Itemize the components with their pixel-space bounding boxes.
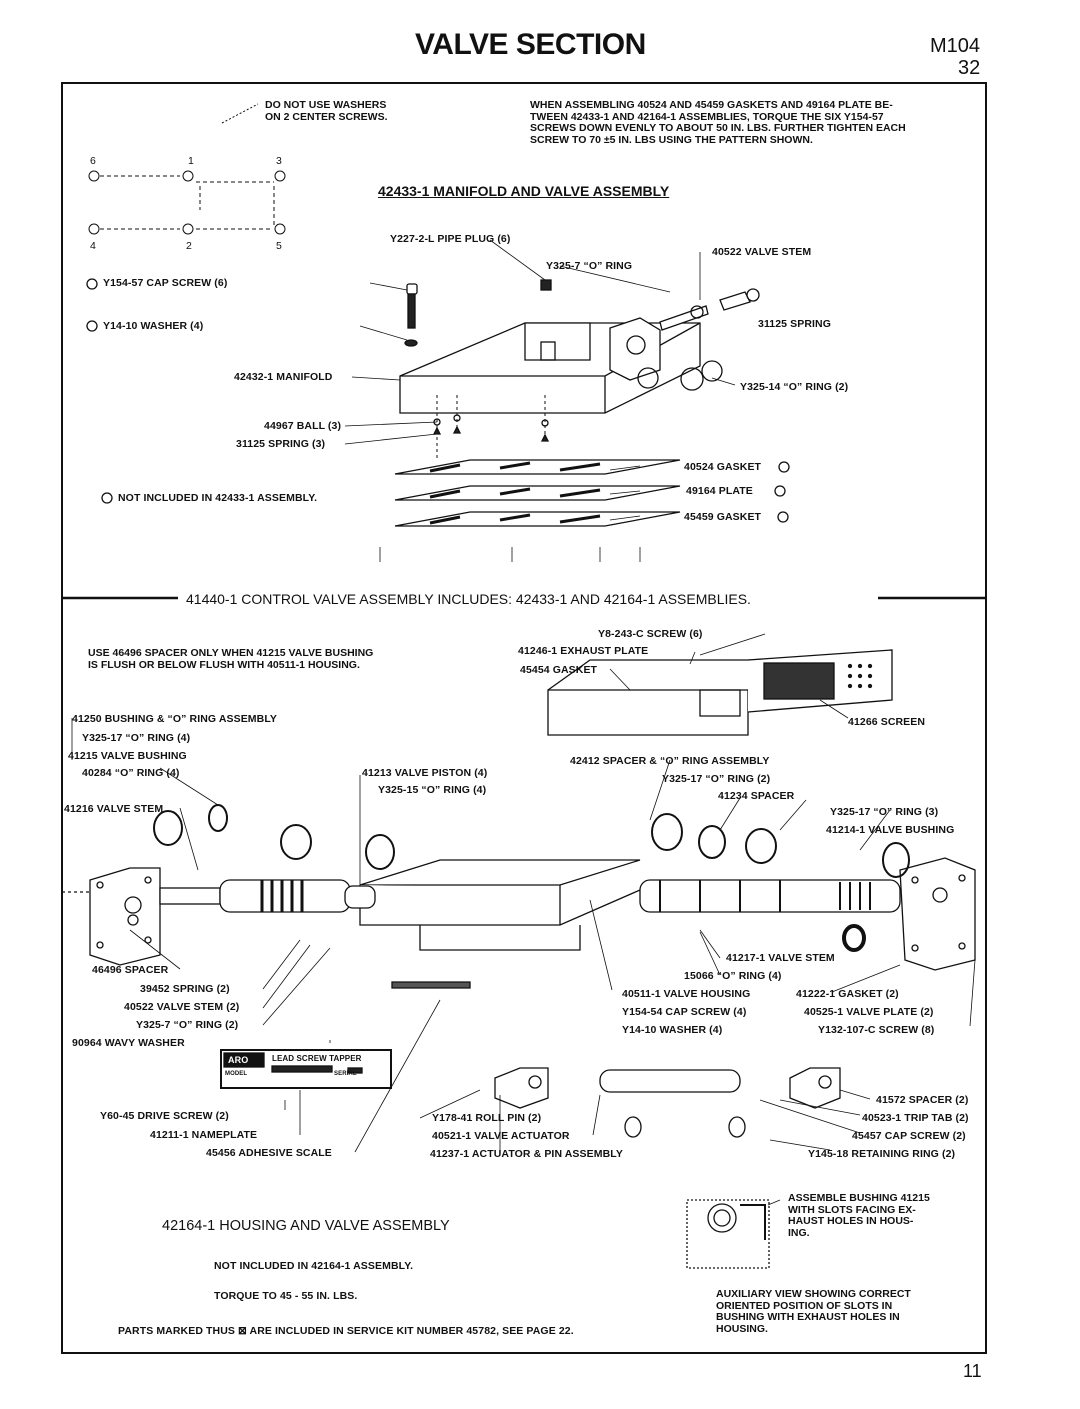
model-code: M104: [930, 35, 981, 57]
nameplate-text: LEAD SCREW TAPPER: [272, 1054, 362, 1063]
label-gasket-40524: 40524 GASKET: [684, 461, 762, 473]
label-spacer-assy: 42412 SPACER & “O” RING ASSEMBLY: [570, 755, 770, 767]
label-o-ring-7: Y325-7 “O” RING: [546, 260, 633, 272]
label-trip-tab: 40523-1 TRIP TAB (2): [862, 1112, 969, 1124]
label-actuator-pin: 41237-1 ACTUATOR & PIN ASSEMBLY: [430, 1148, 623, 1160]
label-adhesive-scale: 45456 ADHESIVE SCALE: [206, 1147, 332, 1159]
label-wavy-washer: 90964 WAVY WASHER: [72, 1037, 185, 1049]
aux-note: ASSEMBLE BUSHING 41215 WITH SLOTS FACING EX- HAUST HOLES IN HOUS- ING.: [788, 1192, 930, 1239]
pipe-plug-part: [541, 280, 551, 290]
label-valve-bushing-41215: 41215 VALVE BUSHING: [68, 750, 187, 762]
label-spacer-46496: 46496 SPACER: [92, 964, 169, 976]
torque-pattern-icon: [89, 104, 285, 234]
label-spring-3: 31125 SPRING (3): [236, 438, 326, 450]
label-ball: 44967 BALL (3): [264, 420, 342, 432]
label-o-ring-y325-17-3: Y325-17 “O” RING (3): [830, 806, 939, 818]
torque-note: WHEN ASSEMBLING 40524 AND 45459 GASKETS AND 49164 PLATE BE- TWEEN 42433-1 AND 42164-1 ASSEMBLIES, TORQUE THE SIX Y154-57 SCREWS DOWN EVENLY TO ABOUT 50 IN. LBS. FURTHER TIGHTEN EACH SCREW TO 70 ±5 IN. LBS USING THE PATTERN SHOWN.: [530, 99, 906, 146]
label-gasket-45454: 45454 GASKET: [520, 664, 598, 676]
label-valve-stem-40522: 40522 VALVE STEM (2): [124, 1001, 240, 1013]
manifold-block: [400, 318, 722, 413]
label-valve-piston: 41213 VALVE PISTON (4): [362, 767, 488, 779]
label-pipe-plug: Y227-2-L PIPE PLUG (6): [390, 233, 511, 245]
spacer-note: USE 46496 SPACER ONLY WHEN 41215 VALVE BUSHING IS FLUSH OR BELOW FLUSH WITH 40511-1 HOUSING.: [88, 647, 374, 671]
manifold-section-title: 42433-1 MANIFOLD AND VALVE ASSEMBLY: [378, 183, 670, 199]
label-screw-y132: Y132-107-C SCREW (8): [818, 1024, 935, 1036]
pattern-num-4: 4: [90, 240, 96, 252]
nameplate-brand: ARO: [228, 1055, 249, 1065]
label-washer-y14-10: Y14-10 WASHER (4): [622, 1024, 723, 1036]
label-exhaust-plate: 41246-1 EXHAUST PLATE: [518, 645, 649, 657]
cap-screw-part: [405, 284, 417, 346]
actuator-assembly: [495, 1068, 840, 1137]
label-valve-housing: 40511-1 VALVE HOUSING: [622, 988, 751, 1000]
label-valve-bushing-41214: 41214-1 VALVE BUSHING: [826, 824, 955, 836]
legend-not-included-housing: NOT INCLUDED IN 42164-1 ASSEMBLY.: [214, 1260, 414, 1272]
label-valve-stem-41216: 41216 VALVE STEM: [64, 803, 164, 815]
label-screen: 41266 SCREEN: [848, 716, 926, 728]
label-o-ring-y325-17-4: Y325-17 “O” RING (4): [82, 732, 191, 744]
label-valve-plate: 40525-1 VALVE PLATE (2): [804, 1006, 934, 1018]
label-drive-screw: Y60-45 DRIVE SCREW (2): [100, 1110, 229, 1122]
exhaust-plate: [548, 650, 892, 735]
adhesive-scale-part: [392, 982, 470, 988]
valve-stem-part: [660, 289, 759, 330]
label-valve-actuator: 40521-1 VALVE ACTUATOR: [432, 1130, 570, 1142]
pattern-num-3: 3: [276, 155, 282, 167]
control-valve-banner: 41440-1 CONTROL VALVE ASSEMBLY INCLUDES: 42433-1 AND 42164-1 ASSEMBLIES.: [186, 591, 751, 607]
label-spacer-41234: 41234 SPACER: [718, 790, 795, 802]
label-o-ring-y325-17-2: Y325-17 “O” RING (2): [662, 773, 771, 785]
aux-view-sketch: [687, 1200, 769, 1268]
housing-section-title: 42164-1 HOUSING AND VALVE ASSEMBLY: [162, 1218, 450, 1234]
label-gasket-41222: 41222-1 GASKET (2): [796, 988, 899, 1000]
label-cap-screw-45457: 45457 CAP SCREW (2): [852, 1130, 966, 1142]
label-spring-right: 31125 SPRING: [758, 318, 831, 330]
label-y8-screw: Y8-243-C SCREW (6): [598, 628, 703, 640]
label-o-ring-15066: 15066 “O” RING (4): [684, 970, 782, 982]
label-roll-pin: Y178-41 ROLL PIN (2): [432, 1112, 542, 1124]
nameplate-serial: SERIAL: [334, 1071, 357, 1077]
nameplate-model: MODEL: [225, 1071, 248, 1077]
pattern-num-1: 1: [188, 155, 194, 167]
label-nameplate: 41211-1 NAMEPLATE: [150, 1129, 258, 1141]
aux-caption: AUXILIARY VIEW SHOWING CORRECT ORIENTED POSITION OF SLOTS IN BUSHING WITH EXHAUST HOLES IN HOUSING.: [716, 1288, 911, 1335]
label-gasket-45459: 45459 GASKET: [684, 511, 762, 523]
pattern-num-6: 6: [90, 155, 96, 167]
label-washer: Y14-10 WASHER (4): [103, 320, 204, 332]
washer-note: DO NOT USE WASHERS ON 2 CENTER SCREWS.: [265, 99, 388, 123]
page-title: VALVE SECTION: [415, 28, 646, 61]
pattern-num-5: 5: [276, 240, 282, 252]
label-o-ring-40284: 40284 “O” RING (4): [82, 767, 180, 779]
pattern-num-2: 2: [186, 240, 192, 252]
section-number: 32: [958, 57, 981, 79]
label-manifold: 42432-1 MANIFOLD: [234, 371, 333, 383]
label-o-ring-y325-7: Y325-7 “O” RING (2): [136, 1019, 239, 1031]
label-retaining-ring: Y145-18 RETAINING RING (2): [808, 1148, 956, 1160]
legend-service-kit: PARTS MARKED THUS ⊠ ARE INCLUDED IN SERVICE KIT NUMBER 45782, SEE PAGE 22.: [118, 1325, 574, 1337]
label-plate-49164: 49164 PLATE: [686, 485, 753, 497]
label-cap-screw: Y154-57 CAP SCREW (6): [103, 277, 228, 289]
label-bushing-assy: 41250 BUSHING & “O” RING ASSEMBLY: [72, 713, 277, 725]
valve-housing-block: [360, 860, 640, 950]
label-valve-stem-41217: 41217-1 VALVE STEM: [726, 952, 835, 964]
label-not-included-manifold: NOT INCLUDED IN 42433-1 ASSEMBLY.: [118, 492, 318, 504]
label-cap-screw-y154-54: Y154-54 CAP SCREW (4): [622, 1006, 747, 1018]
legend-torque: TORQUE TO 45 - 55 IN. LBS.: [214, 1290, 358, 1302]
page-number: 11: [963, 1361, 982, 1381]
label-o-ring-y325-15: Y325-15 “O” RING (4): [378, 784, 487, 796]
label-spacer-41572: 41572 SPACER (2): [876, 1094, 969, 1106]
label-o-ring-14: Y325-14 “O” RING (2): [740, 381, 849, 393]
label-spring-39452: 39452 SPRING (2): [140, 983, 230, 995]
label-valve-stem: 40522 VALVE STEM: [712, 246, 812, 258]
